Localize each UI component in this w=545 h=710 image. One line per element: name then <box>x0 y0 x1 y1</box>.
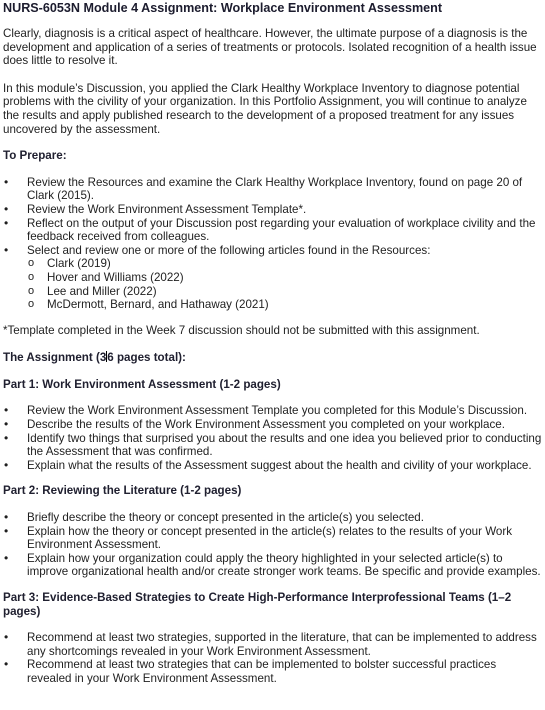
prepare-list <box>3 176 543 312</box>
assignment-heading <box>3 351 543 365</box>
list-item-text: Review the Resources and examine the Clark Healthy Workplace Inventory, found on page 20 of Clark (2015). <box>27 175 523 203</box>
list-item <box>3 203 543 217</box>
list-item: • Review the Work Environment Assessment Template you completed for this Module’s Discussion. <box>3 404 543 418</box>
list-item: • Briefly describe the theory or concept presented in the article(s) you selected. <box>3 511 543 525</box>
list-item: • Describe the results of the Work Environment Assessment you completed on your workplace. <box>3 418 543 432</box>
part2-list <box>3 511 543 579</box>
article-item: o Clark (2019) <box>27 257 543 271</box>
article-item: o Lee and Miller (2022) <box>27 285 543 299</box>
list-item-text: Select and review one or more of the following articles found in the Resources: <box>27 243 431 257</box>
template-note: *Template completed in the Week 7 discussion should not be submitted with this assignment. <box>3 323 480 337</box>
list-item <box>3 217 543 244</box>
list-item: • Explain how your organization could apply the theory highlighted in your selected article(s) to improve organizational health and/or create stronger work teams. Be specific and provide examples. <box>3 552 543 579</box>
document-title <box>3 0 543 16</box>
list-item-text: Reflect on the output of your Discussion post regarding your evaluation of workplace civility and the feedback received from colleagues. <box>27 216 536 244</box>
intro-paragraph-1: Clearly, diagnosis is a critical aspect of healthcare. However, the ultimate purpose of a diagnosis is the development and application of a series of treatments or protocols. Isolated recognition of a health issue does little to resolve it. <box>3 27 537 68</box>
articles-list <box>27 257 543 311</box>
list-item: • Recommend at least two strategies that can be implemented to bolster successful practices revealed in your Work Environment Assessment. <box>3 658 543 685</box>
intro-paragraph-2: In this module’s Discussion, you applied the Clark Healthy Workplace Inventory to diagnose potential problems with the civility of your organization. In this Portfolio Assignment, you will continue to analyze the results and apply published research to the development of a proposed treatment for any issues uncovered by the assessment. <box>3 81 527 136</box>
part2-heading: Part 2: Reviewing the Literature (1-2 pages) <box>3 484 242 498</box>
list-item-text: Review the Work Environment Assessment Template*. <box>27 202 307 216</box>
list-item: • Identify two things that surprised you about the results and one idea you believed prior to conducting the Assessment that was confirmed. <box>3 432 543 459</box>
article-item: o Hover and Williams (2022) <box>27 271 543 285</box>
part1-heading: Part 1: Work Environment Assessment (1-2 pages) <box>3 377 281 391</box>
assignment-heading-part: 6 pages total): <box>107 351 186 365</box>
part3-heading: Part 3: Evidence-Based Strategies to Create High-Performance Interprofessional Teams (1–2 pages) <box>3 591 512 618</box>
part3-list <box>3 631 543 685</box>
part1-list <box>3 404 543 472</box>
course-code: NURS-6053N <box>3 1 80 15</box>
list-item <box>3 244 543 312</box>
assignment-heading-part: The Assignment (3 <box>3 351 107 365</box>
article-item: o McDermott, Bernard, and Hathaway (2021) <box>27 298 543 312</box>
list-item: • Explain how the theory or concept presented in the article(s) relates to the results of your Work Environment Assessment. <box>3 525 543 552</box>
list-item: • Recommend at least two strategies, supported in the literature, that can be implemented to address any shortcomings revealed in your Work Environment Assessment. <box>3 631 543 658</box>
prepare-heading: To Prepare: <box>3 149 67 163</box>
list-item <box>3 176 543 203</box>
list-item: • Explain what the results of the Assessment suggest about the health and civility of your workplace. <box>3 459 543 473</box>
assignment-title: Module 4 Assignment: Workplace Environment Assessment <box>80 1 443 15</box>
